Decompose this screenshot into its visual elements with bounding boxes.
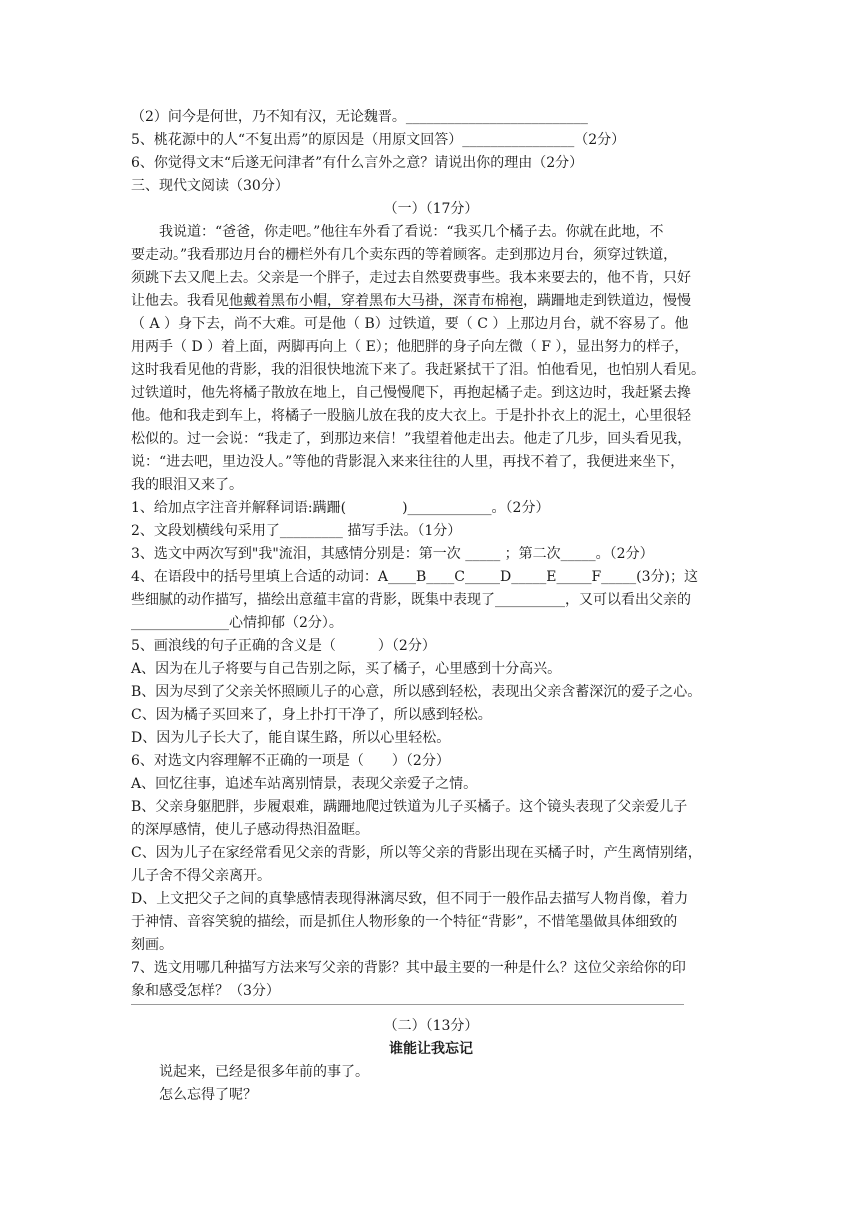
question-line: 2、文段划横线句采用了_________ 描写手法。（1分） [131, 523, 462, 539]
option-line: C、因为橘子买回来了，身上扑打干净了，所以感到轻松。 [131, 707, 492, 723]
option-line: D、上文把父子之间的真挚感情表现得淋漓尽致，但不同于一般作品去描写人物肖像，着力 [131, 891, 689, 907]
passage-line [131, 291, 731, 313]
question-line: 4、在语段中的括号里填上合适的动词：A____B____C_____D_____E_____F_____(3分)；这 [131, 569, 699, 585]
question-line: 象和感受怎样？（3分） [131, 983, 280, 999]
option-line: 于神情、音容笑貌的描绘，而是抓住人物形象的一个特征“背影”，不惜笔墨做具体细致的 [131, 914, 678, 930]
option-line: D、因为儿子长大了，能自谋生路，所以心里轻松。 [131, 730, 451, 746]
passage-line: 怎么忘得了呢？ [131, 1087, 257, 1103]
option-line: A、因为在儿子将要与自己告别之际，买了橘子，心里感到十分高兴。 [131, 661, 562, 677]
question-line: 3、选文中两次写到"我"流泪，其感情分别是：第一次 _____ ；第二次_____。（2分） [131, 546, 654, 562]
answer-rule [131, 1004, 684, 1005]
question-line: 1、给加点字注音并解释词语:蹒跚( )____________。（2分） [131, 500, 550, 516]
option-line: A、回忆往事，追述车站离别情景，表现父亲爱子之情。 [131, 776, 478, 792]
passage-line: 说：“进去吧，里边没人。”等他的背影混入来来往往的人里，再找不着了，我便进来坐下， [131, 454, 685, 470]
subsection-heading: （二）（13分） [383, 1018, 479, 1034]
passage-text: ，蹒跚地走到铁道边，慢慢 [523, 293, 691, 309]
subsection-heading: （一）（17分） [383, 201, 479, 217]
option-line: C、因为儿子在家经常看见父亲的背影，所以等父亲的背影出现在买橘子时，产生离情别绪， [131, 845, 702, 861]
option-line: 的深厚感情，使儿子感动得热泪盈眶。 [131, 822, 369, 838]
article-title: 谁能让我忘记 [389, 1041, 473, 1057]
underlined-sentence: 他戴着黑布小帽，穿着黑布大马褂，深青布棉袍 [229, 293, 523, 309]
passage-line: （ A ）身下去，尚不大难。可是他（ B）过铁道，要（ C ）上那边月台，就不容易了。他 [131, 316, 689, 332]
question-line: 7、选文用哪几种描写方法来写父亲的背影？其中最主要的一种是什么？这位父亲给你的印 [131, 960, 686, 976]
option-line: 儿子舍不得父亲离开。 [131, 868, 271, 884]
question-line: （2）问今是何世，乃不知有汉，无论魏晋。__________________________ [131, 109, 588, 125]
passage-text: 让他去。我看见 [131, 293, 229, 309]
passage-line: 说起来，已经是很多年前的事了。 [131, 1064, 369, 1080]
passage-line: 我说道：“爸爸，你走吧。”他往车外看了看说：“我买几个橘子去。你就在此地，不 [131, 224, 664, 240]
passage-line: 松似的。过一会说：“我走了，到那边来信！”我望着他走出去。他走了几步，回头看见我， [131, 431, 692, 447]
passage-line: 这时我看见他的背影，我的泪很快地流下来了。我赶紧拭干了泪。怕他看见，也怕别人看见。 [131, 362, 705, 378]
question-line: 5、桃花源中的人“不复出焉”的原因是（用原文回答）________________（2分） [131, 132, 626, 148]
question-line: ______________心情抑郁（2分）。 [131, 615, 343, 631]
passage-line: 我的眼泪又来了。 [131, 477, 243, 493]
section-heading: 三、现代文阅读（30分） [131, 178, 289, 194]
passage-line: 过铁道时，他先将橘子散放在地上，自己慢慢爬下，再抱起橘子走。到这边时，我赶紧去搀 [131, 385, 691, 401]
question-line: 6、你觉得文末“后遂无问津者”有什么言外之意？请说出你的理由（2分） [131, 155, 584, 171]
passage-line: 用两手（ D ）着上面，两脚再向上（ E）；他肥胖的身子向左微（ F ），显出努力的样子， [131, 339, 689, 355]
question-line: 6、对选文内容理解不正确的一项是（ ）（2分） [131, 753, 450, 769]
option-line: B、父亲身躯肥胖，步履艰难，蹒跚地爬过铁道为儿子买橘子。这个镜头表现了父亲爱儿子 [131, 799, 688, 815]
passage-line: 要走动。”我看那边月台的栅栏外有几个卖东西的等着顾客。走到那边月台，须穿过铁道， [131, 247, 678, 263]
passage-line: 他。他和我走到车上，将橘子一股脑儿放在我的皮大衣上。于是扑扑衣上的泥土，心里很轻 [131, 408, 691, 424]
passage-line: 须跳下去又爬上去。父亲是一个胖子，走过去自然要费事些。我本来要去的，他不肯，只好 [131, 270, 691, 286]
option-line: 刻画。 [131, 937, 173, 953]
question-line: 5、画浪线的句子正确的含义是（ ）（2分） [131, 638, 436, 654]
question-line: 些细腻的动作描写，描绘出意蕴丰富的背影，既集中表现了__________，又可以看出父亲的 [131, 592, 691, 608]
option-line: B、因为尽到了父亲关怀照顾儿子的心意，所以感到轻松，表现出父亲含蓄深沉的爱子之心。 [131, 684, 702, 700]
